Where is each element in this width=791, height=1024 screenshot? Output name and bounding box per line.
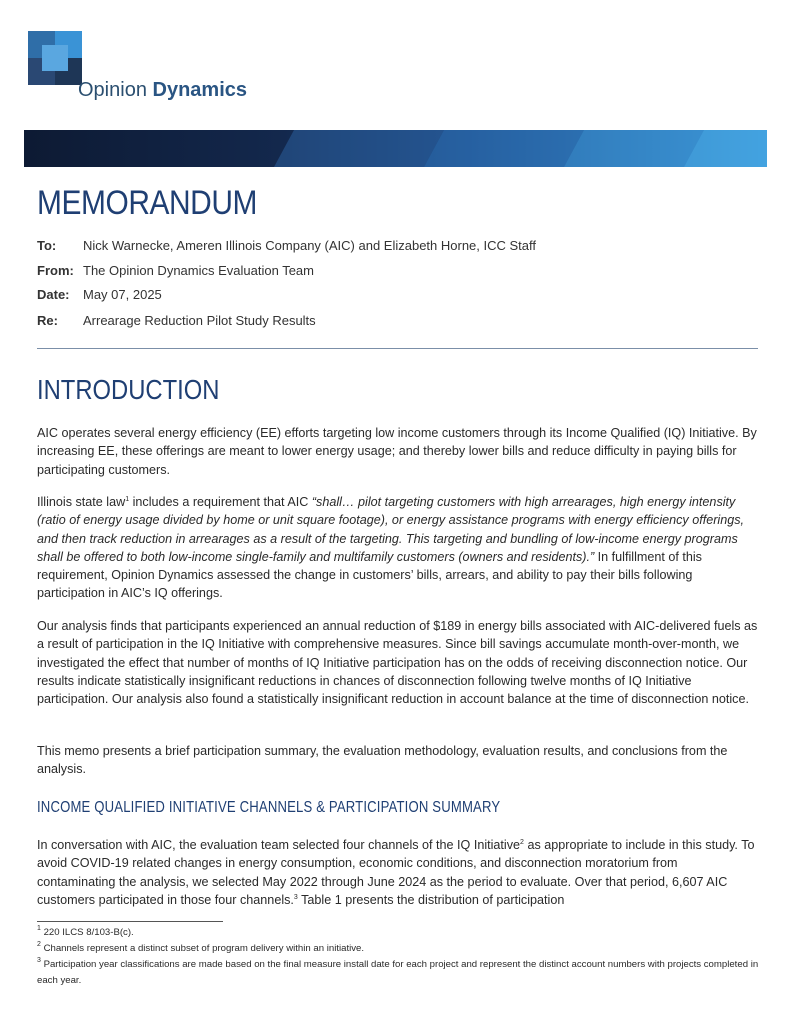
logo-mark-icon <box>28 31 82 85</box>
memo-from-value: The Opinion Dynamics Evaluation Team <box>83 263 314 278</box>
header-banner <box>24 130 767 167</box>
footnote-1 <box>37 925 759 941</box>
footnote-1-number: 1 <box>37 925 41 932</box>
intro-p2-end: In fulfillment of this requirement, Opinion Dynamics assessed the change in customers’ bills, arrears, and ability to pay their bills following participation in AIC’s IQ offerings. <box>37 549 702 601</box>
logo-wordmark <box>78 79 247 102</box>
footnote-1-text: 220 ILCS 8/103-B(c). <box>40 927 134 938</box>
memo-to-label: To: <box>37 238 57 253</box>
footnote-ref-1[interactable]: 1 <box>125 496 130 503</box>
introduction-heading: INTRODUCTION <box>37 374 220 405</box>
intro-p2-start: Illinois state law <box>37 495 126 509</box>
intro-paragraph-3: Our analysis finds that participants experienced an annual reduction of $189 in energy bills associated with AIC-delivered fuels as a result of participation in the IQ Initiative with comprehensive measures. Since bill savings accumulate month-over-month, we investigated the effect that number of months of IQ Initiative participation has on the odds of receiving disconnection notice. Our results indicate statistically insignificant reductions in chances of disconnection following twelve months of IQ Initiative participation. Our analysis also found a statistically insignificant reduction in account balance at the time of disconnection notice. <box>37 619 758 707</box>
footnote-3-number: 3 <box>37 957 41 964</box>
channels-p1-start: In conversation with AIC, the evaluation team selected four channels of the IQ Initiative <box>37 838 521 852</box>
footnote-3-text: Participation year classifications are made based on the final measure install date for each project and represent the distinct account numbers with projects completed in each year. <box>37 959 759 986</box>
channels-p1-mid: as appropriate to include in this study. To avoid COVID-19 related changes in energy consumption, economic conditions, and disconnection moratorium from contaminating the analysis, we selected May 2022 through June 2024 as the period to evaluate. Over that period, 6,607 AIC customers participated in those four channels. <box>37 838 755 907</box>
logo-word-light: Opinion <box>78 79 147 101</box>
channels-paragraph-1 <box>37 836 759 909</box>
footnote-divider <box>37 921 223 922</box>
channels-p1-end: Table 1 presents the distribution of participation <box>297 892 565 907</box>
intro-paragraph-4: This memo presents a brief participation summary, the evaluation methodology, evaluation results, and conclusions from the analysis. <box>37 744 728 777</box>
channels-heading: INCOME QUALIFIED INITIATIVE CHANNELS & PARTICIPATION SUMMARY <box>37 799 501 816</box>
footnote-ref-2[interactable]: 2 <box>520 839 524 846</box>
footnote-2-text: Channels represent a distinct subset of program delivery within an initiative. <box>40 943 365 954</box>
intro-p2-quote: “shall… pilot targeting customers with high arrearages, high energy intensity (ratio of energy usage divided by home or unit square footage), or energy assistance programs with energy efficiency offerings, and then track reduction in arrearages as a result of the targeting. This targeting and bundling of low-income energy programs shall be offered to both low-income single-family and multifamily customers (owners and residents).” <box>37 495 745 564</box>
footnote-2-number: 2 <box>37 941 41 948</box>
intro-p2-mid: includes a requirement that AIC <box>129 495 312 509</box>
memo-date-label: Date: <box>37 287 70 302</box>
memo-re-value: Arrearage Reduction Pilot Study Results <box>83 313 316 328</box>
memo-to-value: Nick Warnecke, Ameren Illinois Company (AIC) and Elizabeth Horne, ICC Staff <box>83 238 537 253</box>
footnote-ref-3[interactable]: 3 <box>293 893 298 901</box>
header-divider <box>37 348 758 349</box>
intro-paragraph-2 <box>37 493 759 603</box>
memo-from-label: From: <box>37 263 74 278</box>
logo-word-bold: Dynamics <box>152 79 247 101</box>
memo-date-value: May 07, 2025 <box>83 287 162 302</box>
footnote-2 <box>37 941 759 957</box>
footnote-3 <box>37 957 759 988</box>
intro-paragraph-1: AIC operates several energy efficiency (EE) efforts targeting low income customers through its Income Qualified (IQ) Initiative. By increasing EE, these offerings are meant to lower energy usage; and thereby lower bills and reduce difficulty in paying bills for participating customers. <box>37 426 757 477</box>
memo-re-label: Re: <box>37 313 58 328</box>
company-logo <box>28 31 288 111</box>
memo-title: MEMORANDUM <box>37 184 257 222</box>
